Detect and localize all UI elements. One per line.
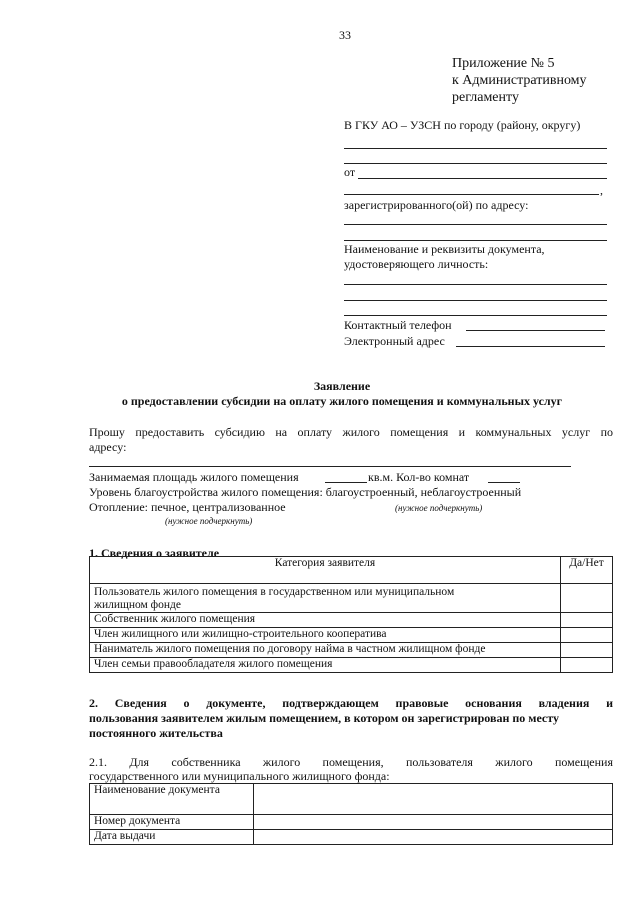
table-row	[90, 643, 613, 658]
yes-no-cell[interactable]	[561, 613, 613, 628]
identity-document-field[interactable]	[344, 315, 607, 316]
area-unit-rooms-label: кв.м. Кол-во комнат	[368, 470, 470, 484]
document-number-field[interactable]	[254, 815, 613, 830]
phone-field[interactable]	[466, 330, 605, 331]
area-label: Занимаемая площадь жилого помещения	[89, 470, 299, 484]
table-row	[90, 784, 613, 815]
from-field[interactable]	[358, 178, 607, 179]
underline-note-right: (нужное подчеркнуть)	[395, 503, 483, 513]
subsection-2-1-line-2: государственного или муниципального жилищного фонда:	[89, 769, 390, 783]
table-row	[90, 815, 613, 830]
document-name-label: Наименование документа	[90, 784, 254, 815]
table-row	[90, 658, 613, 673]
comma: ,	[600, 183, 603, 197]
section-2-heading-line-3: постоянного жительства	[89, 726, 223, 740]
yes-no-cell[interactable]	[561, 628, 613, 643]
addressee-blank-line[interactable]	[344, 163, 607, 164]
yes-no-cell[interactable]	[561, 584, 613, 613]
yes-no-column-header: Да/Нет	[561, 557, 613, 584]
category-text: Пользователь жилого помещения в государственном или муниципальном	[94, 586, 455, 598]
appendix-line-3: регламенту	[452, 90, 519, 105]
registered-address-field-second-line[interactable]	[344, 240, 607, 241]
addressee-blank-line[interactable]	[344, 148, 607, 149]
category-cell	[90, 584, 561, 613]
appendix-heading	[452, 55, 587, 106]
amenity-level-text: Уровень благоустройства жилого помещения: благоустроенный, неблагоустроенный	[89, 485, 522, 499]
category-text: жилищном фонде	[94, 599, 181, 611]
table-row	[90, 613, 613, 628]
registered-address-label: зарегистрированного(ой) по адресу:	[344, 198, 529, 212]
section-2-heading-line-2: пользования заявителем жилым помещением, в котором он зарегистрирован по месту	[89, 711, 559, 725]
from-label: от	[344, 165, 356, 179]
applicant-category-table	[89, 556, 613, 673]
phone-label: Контактный телефон	[344, 318, 452, 332]
identity-document-label-1: Наименование и реквизиты документа,	[344, 242, 545, 256]
request-text-line-1: Прошу предоставить субсидию на оплату жилого помещения и коммунальных услуг по	[89, 425, 613, 439]
addressee-to: В ГКУ АО – УЗСН по городу (району, округу)	[344, 118, 581, 132]
page-number: 33	[339, 28, 351, 42]
from-field-second-line[interactable]	[344, 194, 599, 195]
identity-document-label-2: удостоверяющего личность:	[344, 257, 489, 271]
appendix-line-1: Приложение № 5	[452, 56, 555, 71]
request-text-line-2: адресу:	[89, 440, 127, 454]
rooms-field[interactable]	[488, 482, 520, 483]
area-field[interactable]	[325, 482, 367, 483]
category-cell: Член семьи правообладателя жилого помещения	[90, 658, 561, 673]
underline-note-left: (нужное подчеркнуть)	[165, 516, 253, 526]
table-header-row	[90, 557, 613, 584]
category-column-header: Категория заявителя	[90, 557, 561, 584]
table-row	[90, 584, 613, 613]
issue-date-label: Дата выдачи	[90, 830, 254, 845]
table-row	[90, 830, 613, 845]
identity-document-field[interactable]	[344, 300, 607, 301]
category-cell: Наниматель жилого помещения по договору найма в частном жилищном фонде	[90, 643, 561, 658]
statement-title: Заявление	[313, 379, 371, 393]
ownership-document-table	[89, 783, 613, 845]
heating-text: Отопление: печное, централизованное	[89, 500, 286, 514]
section-2-heading-line-1: 2. Сведения о документе, подтверждающем правовые основания владения и	[89, 696, 613, 710]
identity-document-field[interactable]	[344, 284, 607, 285]
statement-subtitle: о предоставлении субсидии на оплату жилого помещения и коммунальных услуг	[121, 394, 563, 408]
yes-no-cell[interactable]	[561, 643, 613, 658]
document-number-label: Номер документа	[90, 815, 254, 830]
appendix-line-2: к Административному	[452, 73, 587, 88]
registered-address-field[interactable]	[344, 224, 607, 225]
email-field[interactable]	[456, 346, 605, 347]
category-cell: Собственник жилого помещения	[90, 613, 561, 628]
section-1-heading: 1. Сведения о заявителе	[89, 546, 220, 560]
subsection-2-1-line-1: 2.1. Для собственника жилого помещения, пользователя жилого помещения	[89, 755, 613, 769]
issue-date-field[interactable]	[254, 830, 613, 845]
yes-no-cell[interactable]	[561, 658, 613, 673]
category-cell: Член жилищного или жилищно-строительного кооператива	[90, 628, 561, 643]
document-name-field[interactable]	[254, 784, 613, 815]
request-address-field[interactable]	[89, 466, 571, 467]
table-row	[90, 628, 613, 643]
email-label: Электронный адрес	[344, 334, 445, 348]
